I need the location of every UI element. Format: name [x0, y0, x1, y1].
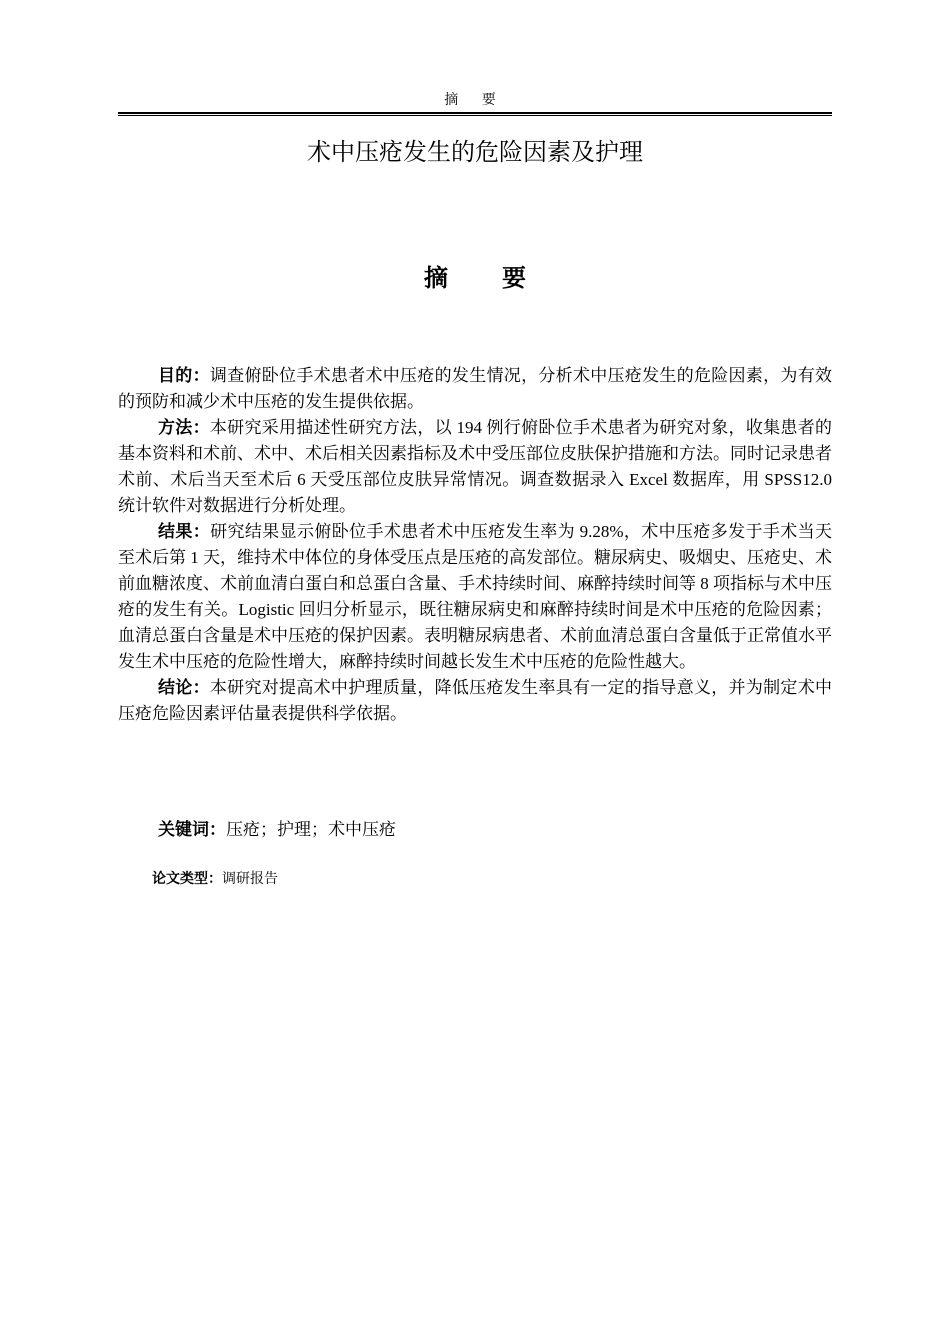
keywords — [158, 817, 396, 843]
conclusion-label: 结论： — [158, 678, 210, 697]
header-rule-thick — [118, 112, 832, 114]
results-paragraph — [118, 519, 832, 675]
paper-type — [152, 869, 278, 891]
keywords-label: 关键词： — [158, 820, 226, 839]
abstract-heading: 摘 要 — [424, 266, 550, 292]
methods-paragraph — [118, 415, 832, 519]
purpose-paragraph — [118, 363, 832, 415]
purpose-label: 目的： — [158, 366, 210, 385]
paper-type-label: 论文类型： — [152, 872, 222, 887]
conclusion-text: 本研究对提高术中护理质量，降低压疮发生率具有一定的指导意义，并为制定术中压疮危险因素评估量表提供科学依据。 — [118, 678, 833, 723]
paper-type-text: 调研报告 — [222, 872, 278, 887]
document-title: 术中压疮发生的危险因素及护理 — [307, 140, 643, 166]
running-header: 摘 要 — [444, 93, 506, 108]
results-text: 研究结果显示俯卧位手术患者术中压疮发生率为 9.28%，术中压疮多发于手术当天至术后第 1 天，维持术中体位的身体受压点是压疮的高发部位。糖尿病史、吸烟史、压疮史、术前血糖浓度、术前血清白蛋白和总蛋白含量、手术持续时间、麻醉持续时间等 8 项指标与术中压疮的发生有关。Logistic 回归分析显示，既往糖尿病史和麻醉持续时间是术中压疮的危险因素；血清总蛋白含量是术中压疮的保护因素。表明糖尿病患者、术前血清总蛋白含量低于正常值水平发生术中压疮的危险性增大，麻醉持续时间越长发生术中压疮的危险性越大。 — [118, 522, 832, 671]
header-rule-thin — [118, 115, 832, 116]
keywords-text: 压疮；护理；术中压疮 — [226, 820, 396, 839]
purpose-text: 调查俯卧位手术患者术中压疮的发生情况，分析术中压疮发生的危险因素，为有效的预防和减少术中压疮的发生提供依据。 — [118, 366, 833, 411]
methods-text: 本研究采用描述性研究方法，以 194 例行俯卧位手术患者为研究对象，收集患者的基本资料和术前、术中、术后相关因素指标及术中受压部位皮肤保护措施和方法。同时记录患者术前、术后当天至术后 6 天受压部位皮肤异常情况。调查数据录入 Excel 数据库，用 SPSS12.0 统计软件对数据进行分析处理。 — [118, 418, 833, 515]
results-label: 结果： — [158, 522, 211, 541]
conclusion-paragraph — [118, 675, 832, 727]
methods-label: 方法： — [158, 418, 210, 437]
abstract-body — [118, 363, 832, 727]
